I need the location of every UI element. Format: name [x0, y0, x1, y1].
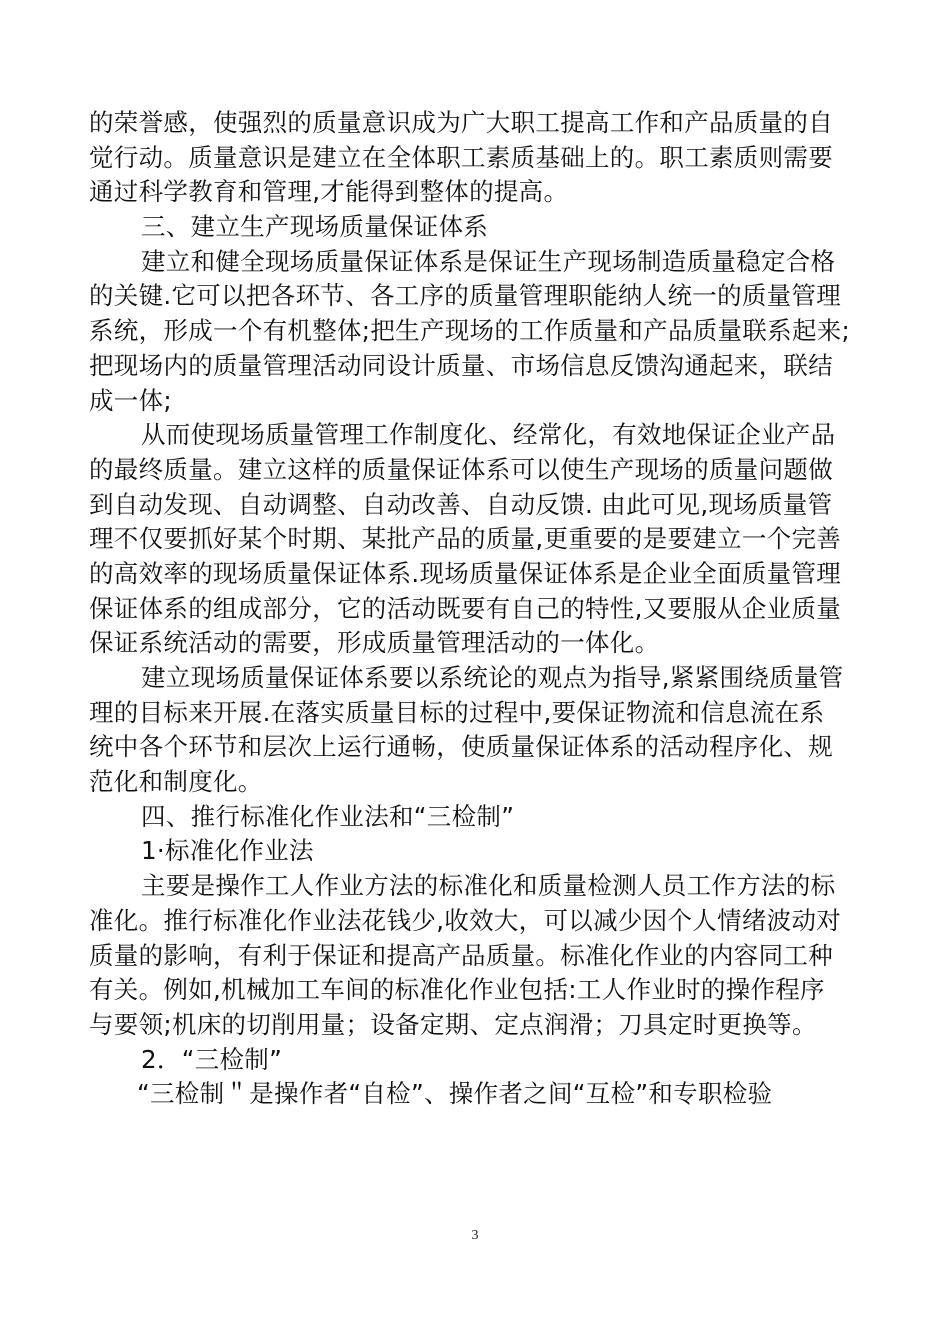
paragraph-line: 理的目标来开展.在落实质量目标的过程中,要保证物流和信息流在系 — [89, 697, 825, 727]
paragraph-line: 的最终质量。建立这样的质量保证体系可以使生产现场的质量问题做 — [89, 454, 833, 484]
subheading-2: 2．“三检制” — [141, 1044, 283, 1074]
paragraph-line: 觉行动。质量意识是建立在全体职工素质基础上的。职工素质则需要 — [89, 142, 833, 172]
paragraph-line: 的高效率的现场质量保证体系.现场质量保证体系是企业全面质量管理 — [89, 558, 842, 588]
subheading-1: 1·标准化作业法 — [141, 836, 314, 866]
paragraph-line: 的关键.它可以把各环节、各工序的质量管理职能纳人统一的质量管理 — [89, 281, 842, 311]
paragraph-line: 到自动发现、自动调整、自动改善、自动反馈. 由此可见,现场质量管 — [89, 489, 833, 519]
section-heading-4: 四、推行标准化作业法和“三检制” — [141, 801, 515, 831]
paragraph-line: 理不仅要抓好某个时期、某批产品的质量,更重要的是要建立一个完善 — [89, 524, 842, 554]
paragraph-line: “三检制＂是操作者“自检”、操作者之间“互检”和专职检验 — [137, 1079, 773, 1109]
paragraph-line: 建立和健全现场质量保证体系是保证生产现场制造质量稳定合格 — [141, 246, 836, 276]
paragraph-line: 通过科学教育和管理,才能得到整体的提高。 — [89, 177, 569, 207]
paragraph-line: 范化和制度化。 — [89, 767, 263, 797]
paragraph-line: 主要是操作工人作业方法的标准化和质量检测人员工作方法的标 — [141, 871, 836, 901]
document-body — [89, 106, 869, 1112]
paragraph-line: 成一体; — [89, 385, 172, 415]
page-number: 3 — [471, 1228, 479, 1243]
paragraph-line: 有关。例如,机械加工车间的标准化作业包括:工人作业时的操作程序 — [89, 975, 825, 1005]
paragraph-line: 质量的影响，有利于保证和提高产品质量。标准化作业的内容同工种 — [89, 940, 833, 970]
section-heading-3: 三、建立生产现场质量保证体系 — [141, 212, 489, 242]
paragraph-line: 统中各个环节和层次上运行通畅，使质量保证体系的活动程序化、规 — [89, 732, 833, 762]
paragraph-line: 把现场内的质量管理活动同设计质量、市场信息反馈沟通起来，联结 — [89, 350, 833, 380]
paragraph-line: 保证系统活动的需要，形成质量管理活动的一体化。 — [89, 628, 660, 658]
paragraph-line: 的荣誉感，使强烈的质量意识成为广大职工提高工作和产品质量的自 — [89, 108, 833, 137]
paragraph-line: 建立现场质量保证体系要以系统论的观点为指导,紧紧围绕质量管 — [141, 663, 844, 692]
paragraph-line: 从而使现场质量管理工作制度化、经常化，有效地保证企业产品 — [141, 420, 836, 450]
paragraph-line: 准化。推行标准化作业法花钱少,收效大，可以减少因个人情绪波动对 — [89, 905, 842, 935]
paragraph-line: 与要领;机床的切削用量；设备定期、定点润滑；刀具定时更换等。 — [89, 1009, 817, 1039]
paragraph-line: 保证体系的组成部分，它的活动既要有自己的特性,又要服从企业质量 — [89, 593, 842, 623]
paragraph-line: 系统，形成一个有机整体;把生产现场的工作质量和产品质量联系起来; — [89, 316, 851, 346]
